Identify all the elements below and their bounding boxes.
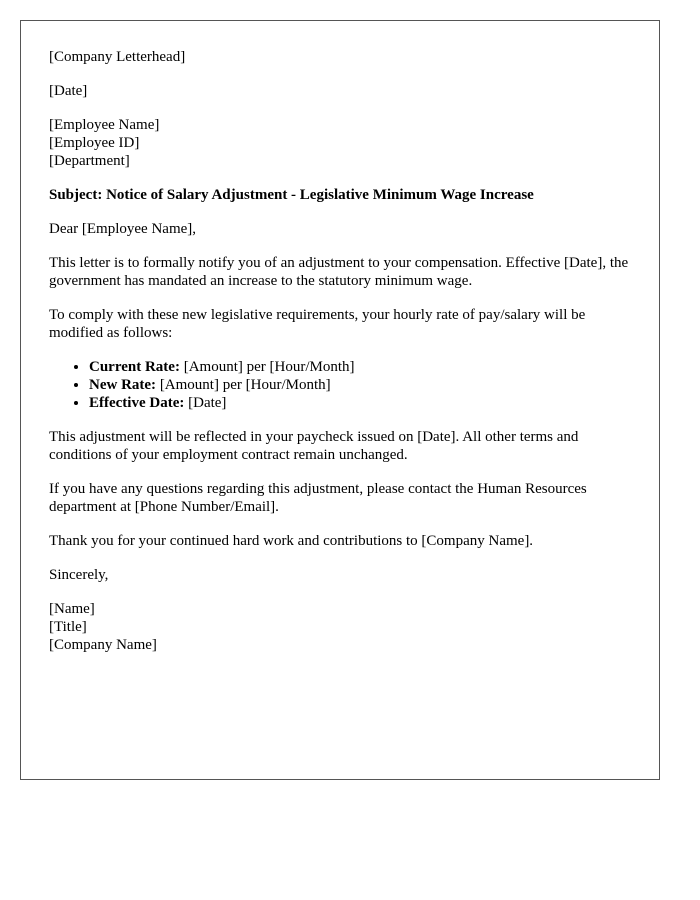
rate-details-list — [49, 358, 631, 412]
signature-name: [Name] — [49, 601, 95, 617]
body-paragraph-questions: If you have any questions regarding this adjustment, please contact the Human Resources department at [Phone Number/Email]. — [49, 481, 587, 515]
signature-block — [49, 600, 631, 654]
signature-company: [Company Name] — [49, 637, 157, 653]
recipient-department: [Department] — [49, 153, 130, 169]
salutation: Dear [Employee Name], — [49, 221, 197, 237]
recipient-block — [49, 116, 631, 170]
letter-date: [Date] — [49, 83, 88, 99]
closing: Sincerely, — [49, 567, 109, 583]
detail-item-effective-date — [89, 394, 631, 412]
subject-line: Subject: Notice of Salary Adjustment - Legislative Minimum Wage Increase — [49, 187, 534, 203]
recipient-id: [Employee ID] — [49, 135, 140, 151]
letter-page — [20, 20, 660, 780]
signature-title: [Title] — [49, 619, 87, 635]
detail-value: [Amount] per [Hour/Month] — [156, 377, 331, 393]
detail-label: Current Rate: — [89, 359, 180, 375]
body-paragraph-thanks: Thank you for your continued hard work and contributions to [Company Name]. — [49, 533, 534, 549]
detail-item-current-rate — [89, 358, 631, 376]
detail-item-new-rate — [89, 376, 631, 394]
body-paragraph-paycheck: This adjustment will be reflected in your paycheck issued on [Date]. All other terms and conditions of your employment contract remain unchanged. — [49, 429, 579, 463]
detail-value: [Date] — [184, 395, 227, 411]
company-letterhead: [Company Letterhead] — [49, 49, 186, 65]
detail-label: New Rate: — [89, 377, 157, 393]
recipient-name: [Employee Name] — [49, 117, 160, 133]
body-paragraph-notice: This letter is to formally notify you of an adjustment to your compensation. Effective [Date], the government has mandated an increase to the statutory minimum wage. — [49, 255, 629, 289]
detail-value: [Amount] per [Hour/Month] — [179, 359, 355, 375]
detail-label: Effective Date: — [89, 395, 185, 411]
body-paragraph-compliance: To comply with these new legislative requirements, your hourly rate of pay/salary will be modified as follows: — [49, 307, 586, 341]
